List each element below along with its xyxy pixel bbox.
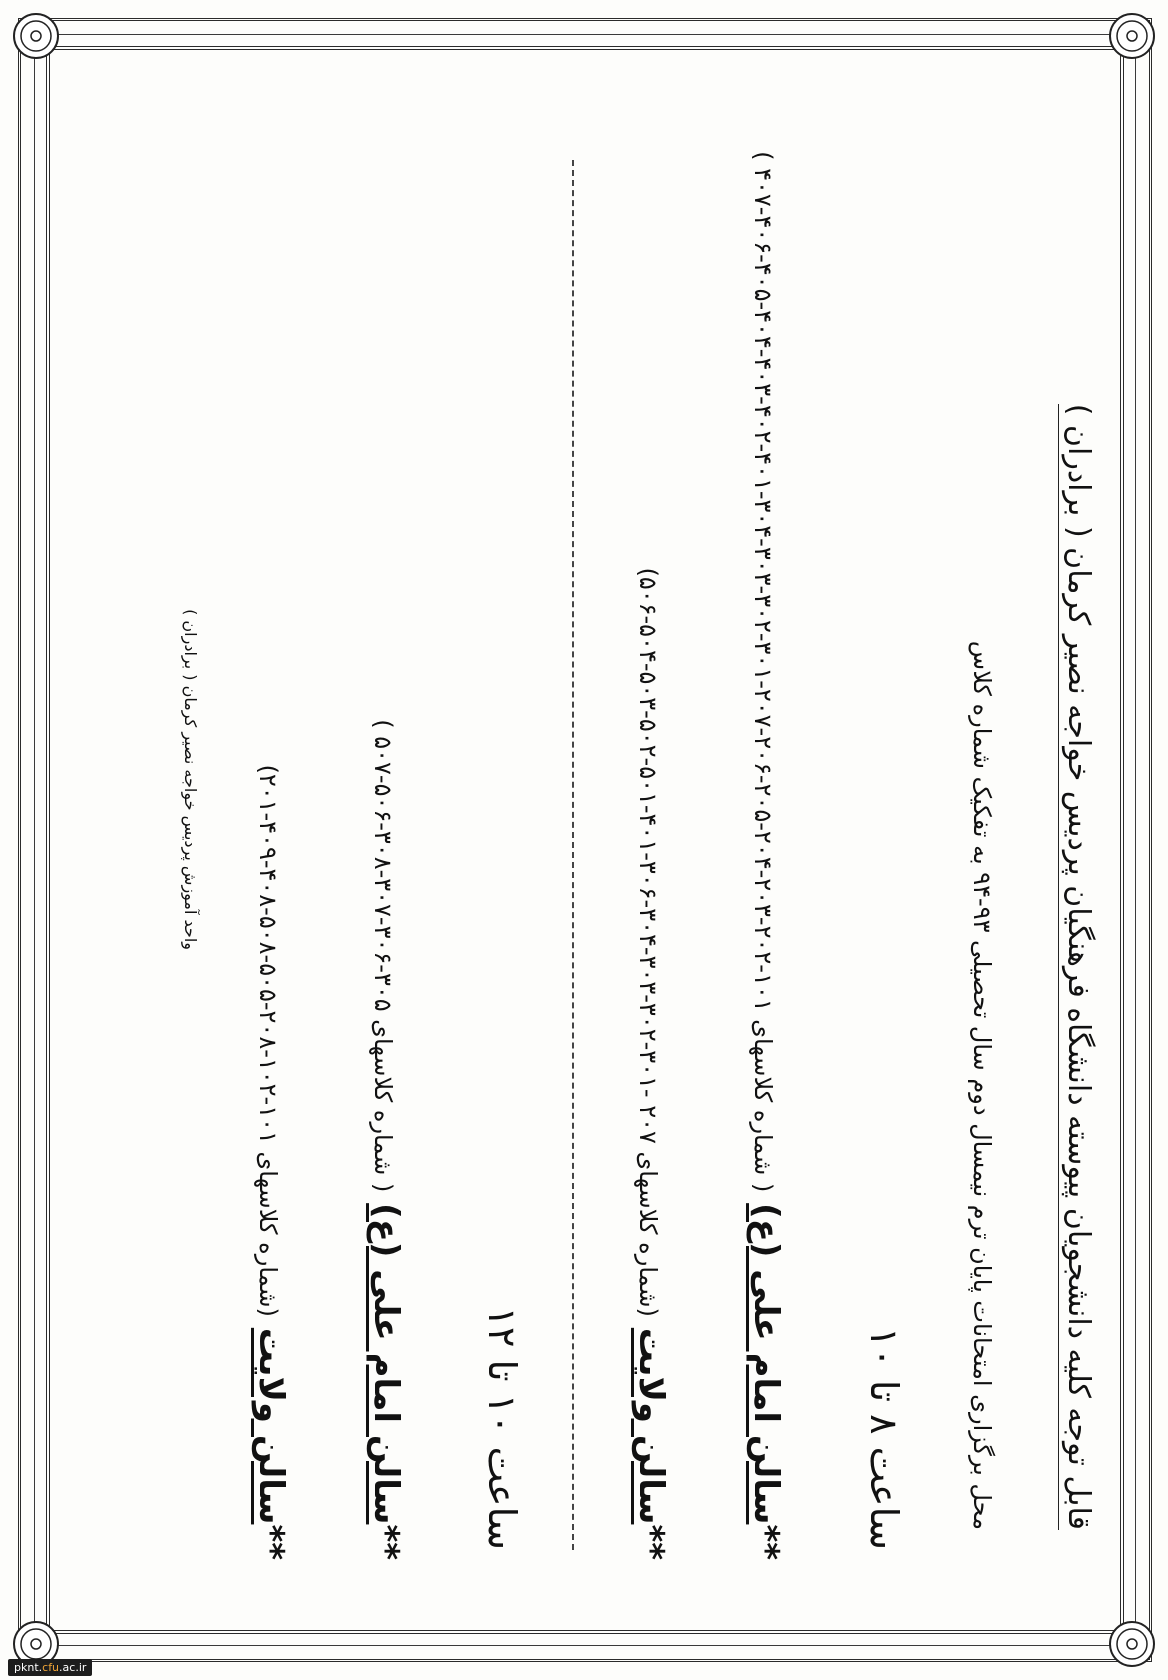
watermark-accent: cfu xyxy=(42,1661,60,1674)
notice-subtitle: محل برگزاری امتحانات پایان ترم نیمسال دوم سال تحصیلی ۹۳-۹۴ به تفکیک شماره کلاس xyxy=(968,640,996,1530)
hall-entry xyxy=(366,719,406,1560)
dashed-separator xyxy=(572,160,574,1550)
notice-title xyxy=(1061,404,1096,1530)
corner-ornament-icon xyxy=(1104,8,1160,64)
footer-signature: واحد آموزش پردیس خواجه نصیر کرمان ( برادران ) xyxy=(181,609,200,950)
watermark-suffix: .ac.ir xyxy=(59,1661,87,1674)
asterisk-bullet-icon: ** xyxy=(746,1524,786,1560)
hall-name: سالن امام علی (ع) xyxy=(366,1203,406,1525)
asterisk-bullet-icon: ** xyxy=(251,1524,291,1560)
class-list: (شماره کلاسهای ۲۰۷ -۳۰۱-۳۰۲-۳۰۳-۳۰۴-۳۰۶-۴۰۱-۵۰۱-۵۰۲-۵۰۳-۵۰۴-۵۰۶) xyxy=(634,567,662,1317)
class-list: ( شماره کلاسهای ۳۰۵-۳۰۶-۳۰۷-۳۰۸-۵۰۶-۵۰۷ ) xyxy=(369,719,397,1193)
hall-name: سالن ولایت xyxy=(251,1327,291,1525)
corner-ornament-icon xyxy=(8,8,64,64)
session-time-2: ساعت ۱۰ تا ۱۲ xyxy=(480,1306,524,1550)
hall-entry xyxy=(631,567,671,1560)
asterisk-bullet-icon: ** xyxy=(366,1524,406,1560)
asterisk-bullet-icon: ** xyxy=(631,1524,671,1560)
site-watermark xyxy=(8,1659,92,1676)
class-list: ( شماره کلاسهای ۱۰۱-۲۰۲-۲۰۳-۲۰۴-۲۰۵-۲۰۶-۲۰۷-۳۰۱-۳۰۲-۳۰۳-۳۰۴-۴۰۱-۴۰۲-۴۰۳-۴۰۴-۴۰۵-۴۰۶-۴۰۷ ) xyxy=(749,151,777,1193)
session-time-1: ساعت ۸ تا ۱۰ xyxy=(862,1326,906,1550)
hall-entry xyxy=(746,151,786,1560)
hall-name: سالن امام علی (ع) xyxy=(746,1203,786,1525)
corner-ornament-icon xyxy=(1104,1616,1160,1672)
hall-name: سالن ولایت xyxy=(631,1327,671,1525)
watermark-prefix: pknt. xyxy=(14,1661,43,1674)
hall-entry xyxy=(251,764,291,1560)
class-list: (شماره کلاسهای ۱۰۱-۱۰۲-۲۰۸-۵۰۵-۵۰۸-۴۰۸-۴۰۹-۲۰۱) xyxy=(254,764,282,1317)
notice-title-text: قابل توجه کلیه دانشجویان پیوسته دانشگاه فرهنگیان پردیس خواجه نصیر کرمان ( برادران ) xyxy=(1058,404,1096,1530)
rotated-notice-content xyxy=(96,90,1096,1590)
